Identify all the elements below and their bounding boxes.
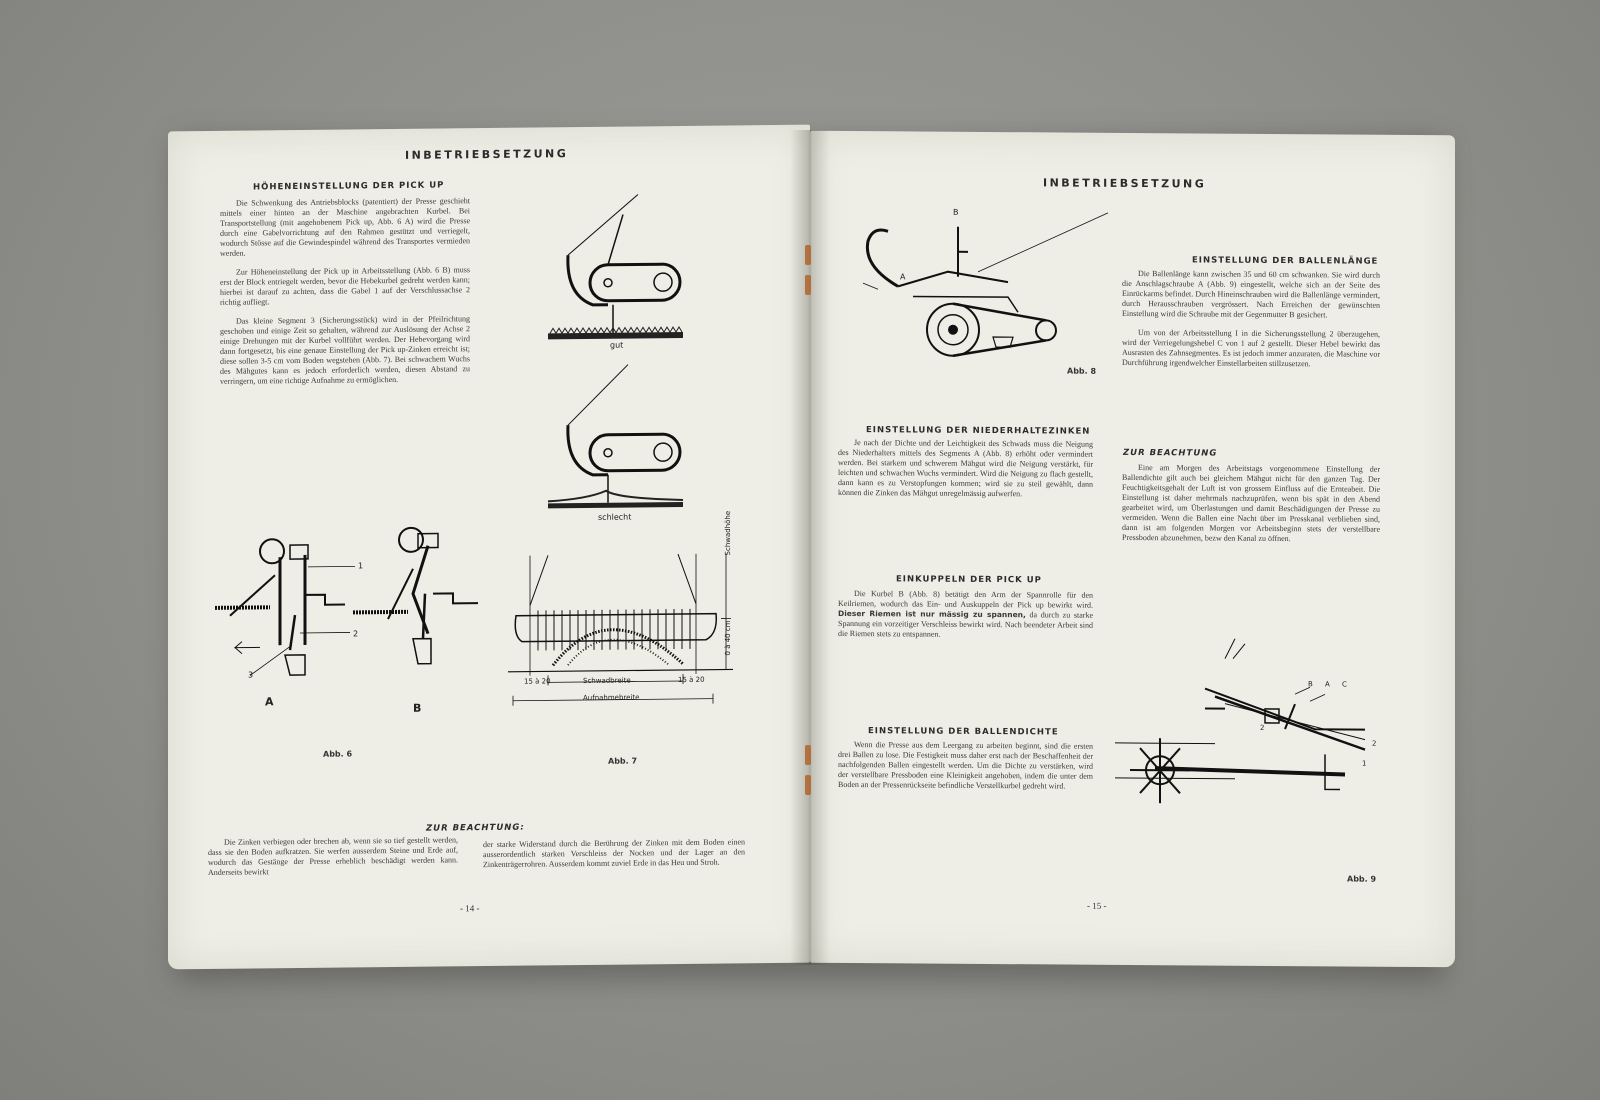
left-page-number: - 14 - — [460, 903, 480, 914]
abb7-left-dimension: 15 à 20 — [524, 677, 551, 686]
abb8-label-b: B — [953, 207, 959, 217]
abb6-label-a: A — [265, 695, 274, 709]
abb8-label-a: A — [900, 272, 906, 282]
niederhalte-title: EINSTELLUNG DER NIEDERHALTEZINKEN — [866, 425, 1091, 437]
left-note-column-1: Die Zinken verbiegen oder brechen ab, wenn sie so tief gestellt werden, dass sie den Boden aufkratzen. Sie werfen ausserdem Steine und Erde auf, wodurch das Gestänge der Presse erheblich beschädigt werden kann. Anderseits bewirkt — [208, 835, 458, 877]
abb9-label-c: C — [1342, 680, 1347, 689]
left-page — [168, 125, 810, 970]
abb6-mechanism-b — [353, 523, 483, 674]
pickup-bad-label: schlecht — [598, 512, 632, 522]
abb6-number-1: 1 — [358, 561, 364, 571]
pickup-good-label: gut — [610, 340, 624, 350]
abb9-number-2b: 2 — [1372, 739, 1377, 748]
abb9-caption: Abb. 9 — [1347, 874, 1377, 884]
pickup-diagram-bad — [548, 364, 688, 515]
ballendichte-paragraph: Wenn die Presse aus dem Leergang zu arbeiten beginnt, sind die ersten drei Ballen zu lose. Die Festigkeit muss daher erst nach der Beschaffenheit der nachfolgenden Ballen eingestellt werden. Um die Dichte zu verstärken, wird der verstellbare Pressboden eine Kleinigkeit angehoben, indem die unter dem Boden an der Pressenrückseite befindliche Verstellkurbel gedreht wird. — [838, 740, 1093, 791]
abb9-number-2a: 2 — [1260, 723, 1265, 732]
right-note-paragraph: Eine am Morgen des Arbeitstags vorgenommene Einstellung der Ballendichte gilt auch bei gleichem Mähgut nicht für den ganzen Tag. Der Feuchtigkeitsgehalt der Luft ist von grossem Einfluss auf die Ernteabeit. Die Einstellung ist daher mehrmals nachzuprüfen, wenn bis spät in den Abend gearbeitet wird, um Überlastungen und damit Beschädigungen der Presse zu vermeiden. Wenn die Ballen eine Nacht über im Presskanal verblieben sind, dann ist am folgenden Morgen vor Arbeitsbeginn stets der verstellbare Pressboden abzunehmen, bezw den Kanal zu öffnen. — [1122, 463, 1380, 544]
abb8-caption: Abb. 8 — [1067, 366, 1097, 376]
abb9-number-1: 1 — [1362, 759, 1367, 768]
right-page — [810, 131, 1455, 968]
abb7-height-dimension: 0 à 40 cm — [724, 620, 732, 656]
abb9-label-b: B — [1308, 680, 1313, 689]
staple — [805, 245, 811, 265]
einkuppeln-title: EINKUPPELN DER PICK UP — [896, 574, 1042, 586]
abb7-caption: Abb. 7 — [608, 756, 638, 766]
staple — [805, 275, 811, 295]
ballendichte-title: EINSTELLUNG DER BALLENDICHTE — [868, 726, 1059, 738]
abb7-right-dimension: 15 à 20 — [678, 675, 705, 685]
abb7-aufnahmebreite-label: Aufnahmebreite — [583, 693, 640, 703]
ballenlaenge-text — [1122, 269, 1380, 379]
einkuppeln-text — [838, 589, 1093, 641]
abb6-mechanism-a — [210, 535, 345, 686]
right-page-number: - 15 - — [1087, 900, 1107, 911]
staple — [805, 745, 811, 765]
abb6-caption: Abb. 6 — [323, 749, 353, 759]
abb7-schwadhoehe-label: Schwadhöhe — [724, 510, 732, 556]
right-note-text — [1122, 463, 1380, 554]
abb9-length-adjust-mechanism — [1115, 638, 1385, 840]
pickup-diagram-good — [548, 184, 688, 345]
ballenlaenge-title: EINSTELLUNG DER BALLENLÄNGE — [1192, 255, 1379, 267]
abb8-machine-side-view — [858, 211, 1108, 373]
abb9-label-a: A — [1325, 680, 1330, 689]
right-page-header: INBETRIEBSETZUNG — [1043, 176, 1207, 191]
ballenlaenge-paragraph: Die Ballenlänge kann zwischen 35 und 60 cm schwanken. Sie wird durch die Anschlagschraube A (Abb. 9) eingestellt, welche sich an der Seite des Einrückarms befindet. Durch Hineinschrauben wird die Ballenlänge vermindert, durch Herausschrauben vergrössert. Nach Erreichen der gewünschten Einstellung wird die Schraube mit der Gegenmutter B gesichert. — [1122, 269, 1380, 320]
left-note-column-2: der starke Widerstand durch die Berührung der Zinken mit dem Boden einen ausserordentlich starken Verschleiss der Nocken und der Lager an den Zinkenträgerrohren. Ausserdem kommt zuviel Erde in das Heu und Stroh. — [483, 837, 745, 870]
niederhalte-text — [838, 438, 1093, 509]
staple — [805, 775, 811, 795]
right-note-title: ZUR BEACHTUNG — [1123, 447, 1218, 459]
ballendichte-text — [838, 740, 1093, 801]
left-note-title: ZUR BEACHTUNG: — [426, 822, 525, 834]
abb6-label-b: B — [413, 701, 422, 715]
pickup-height-paragraph: Das kleine Segment 3 (Sicherungsstück) wird in der Pfeilrichtung geschoben und einige Zeit so gehalten, während zur Auslösung der Achse 2 einige Drehungen mit der Kurbel vollführt werden. Der Hebevorgang wird dann fortgesetzt, bis eine genaue Einstellung der Pick up-Zinken erreicht ist; diese sollen 3-5 cm vom Boden wegstehen (Abb. 7). Bei schwachem Wuchs des Mähgutes kann es jedoch erforderlich werden, diesen Abstand zu verringern, um eine richtige Aufnahme zu ermöglichen. — [220, 314, 470, 386]
ballenlaenge-paragraph: Um von der Arbeitsstellung I in die Sicherungsstellung 2 überzugehen, wird der Verriegelungshebel C von 1 auf 2 gestellt. Dieser Hebel bewirkt das Ausrasten des Zahnsegmentes. Es ist jedoch immer anzuraten, die Maschine vor Durchführung irgendwelcher Einstellarbeiten stillzusetzen. — [1122, 328, 1380, 369]
pickup-height-paragraph: Zur Höheneinstellung der Pick up in Arbeitsstellung (Abb. 6 B) muss erst der Block entriegelt werden, bevor die Hebekurbel gedreht werden kann; hierbei ist darauf zu achten, dass die Gabel 1 auf der Verschlussachse 2 richtig aufliegt. — [220, 265, 470, 307]
abb7-schwadbreite-label: Schwadbreite — [583, 676, 631, 686]
einkuppeln-text-bold: Dieser Riemen ist nur mässig zu spannen, — [838, 608, 1026, 620]
abb6-number-2: 2 — [353, 629, 359, 639]
pickup-height-title: HÖHENEINSTELLUNG DER PICK UP — [253, 180, 445, 193]
pickup-height-text — [220, 196, 470, 396]
einkuppeln-text-start: Die Kurbel B (Abb. 8) betätigt den Arm der Spannrolle für den Keilriemen, wodurch das Ein- und Auskuppeln der Pick up bewirkt wird. — [838, 589, 1093, 610]
abb7-pickup-front — [508, 553, 738, 715]
einkuppeln-text-end: da durch zu starke Spannung ein vorzeitiger Verschleiss bewirkt wird. Nach beendeter Arbeit sind die Riemen stets zu entspannen. — [838, 610, 1093, 639]
niederhalte-paragraph: Je nach der Dichte und der Leichtigkeit des Schwads muss die Neigung des Niederhalters mittels des Segments A (Abb. 8) erhöht oder vermindert werden. Bei starkem und schwerem Mähgut wird die Neigung verstärkt, für leichten und schwachen Wuchs vermindert. Wird die Neigung zu flach gestellt, dann kann es zu Verstopfungen kommen; wird sie zu steil gewählt, dann können die Zinken das Mähgut unregelmässig aufwerfen. — [838, 438, 1093, 499]
abb6-number-3: 3 — [248, 670, 254, 680]
left-page-header: INBETRIEBSETZUNG — [405, 147, 569, 162]
pickup-height-paragraph: Die Schwenkung des Antriebsblocks (patentiert) der Presse geschieht mittels einer hinten an der Maschine angebrachten Kurbel. Bei Transportstellung (mit angehobenem Pick up, Abb. 6 A) wird die Presse durch eine Gabelvorrichtung auf den Rahmen gestützt und verriegelt, wodurch Stösse auf die Gewindespindel während des Transportes vermieden werden. — [220, 196, 470, 258]
